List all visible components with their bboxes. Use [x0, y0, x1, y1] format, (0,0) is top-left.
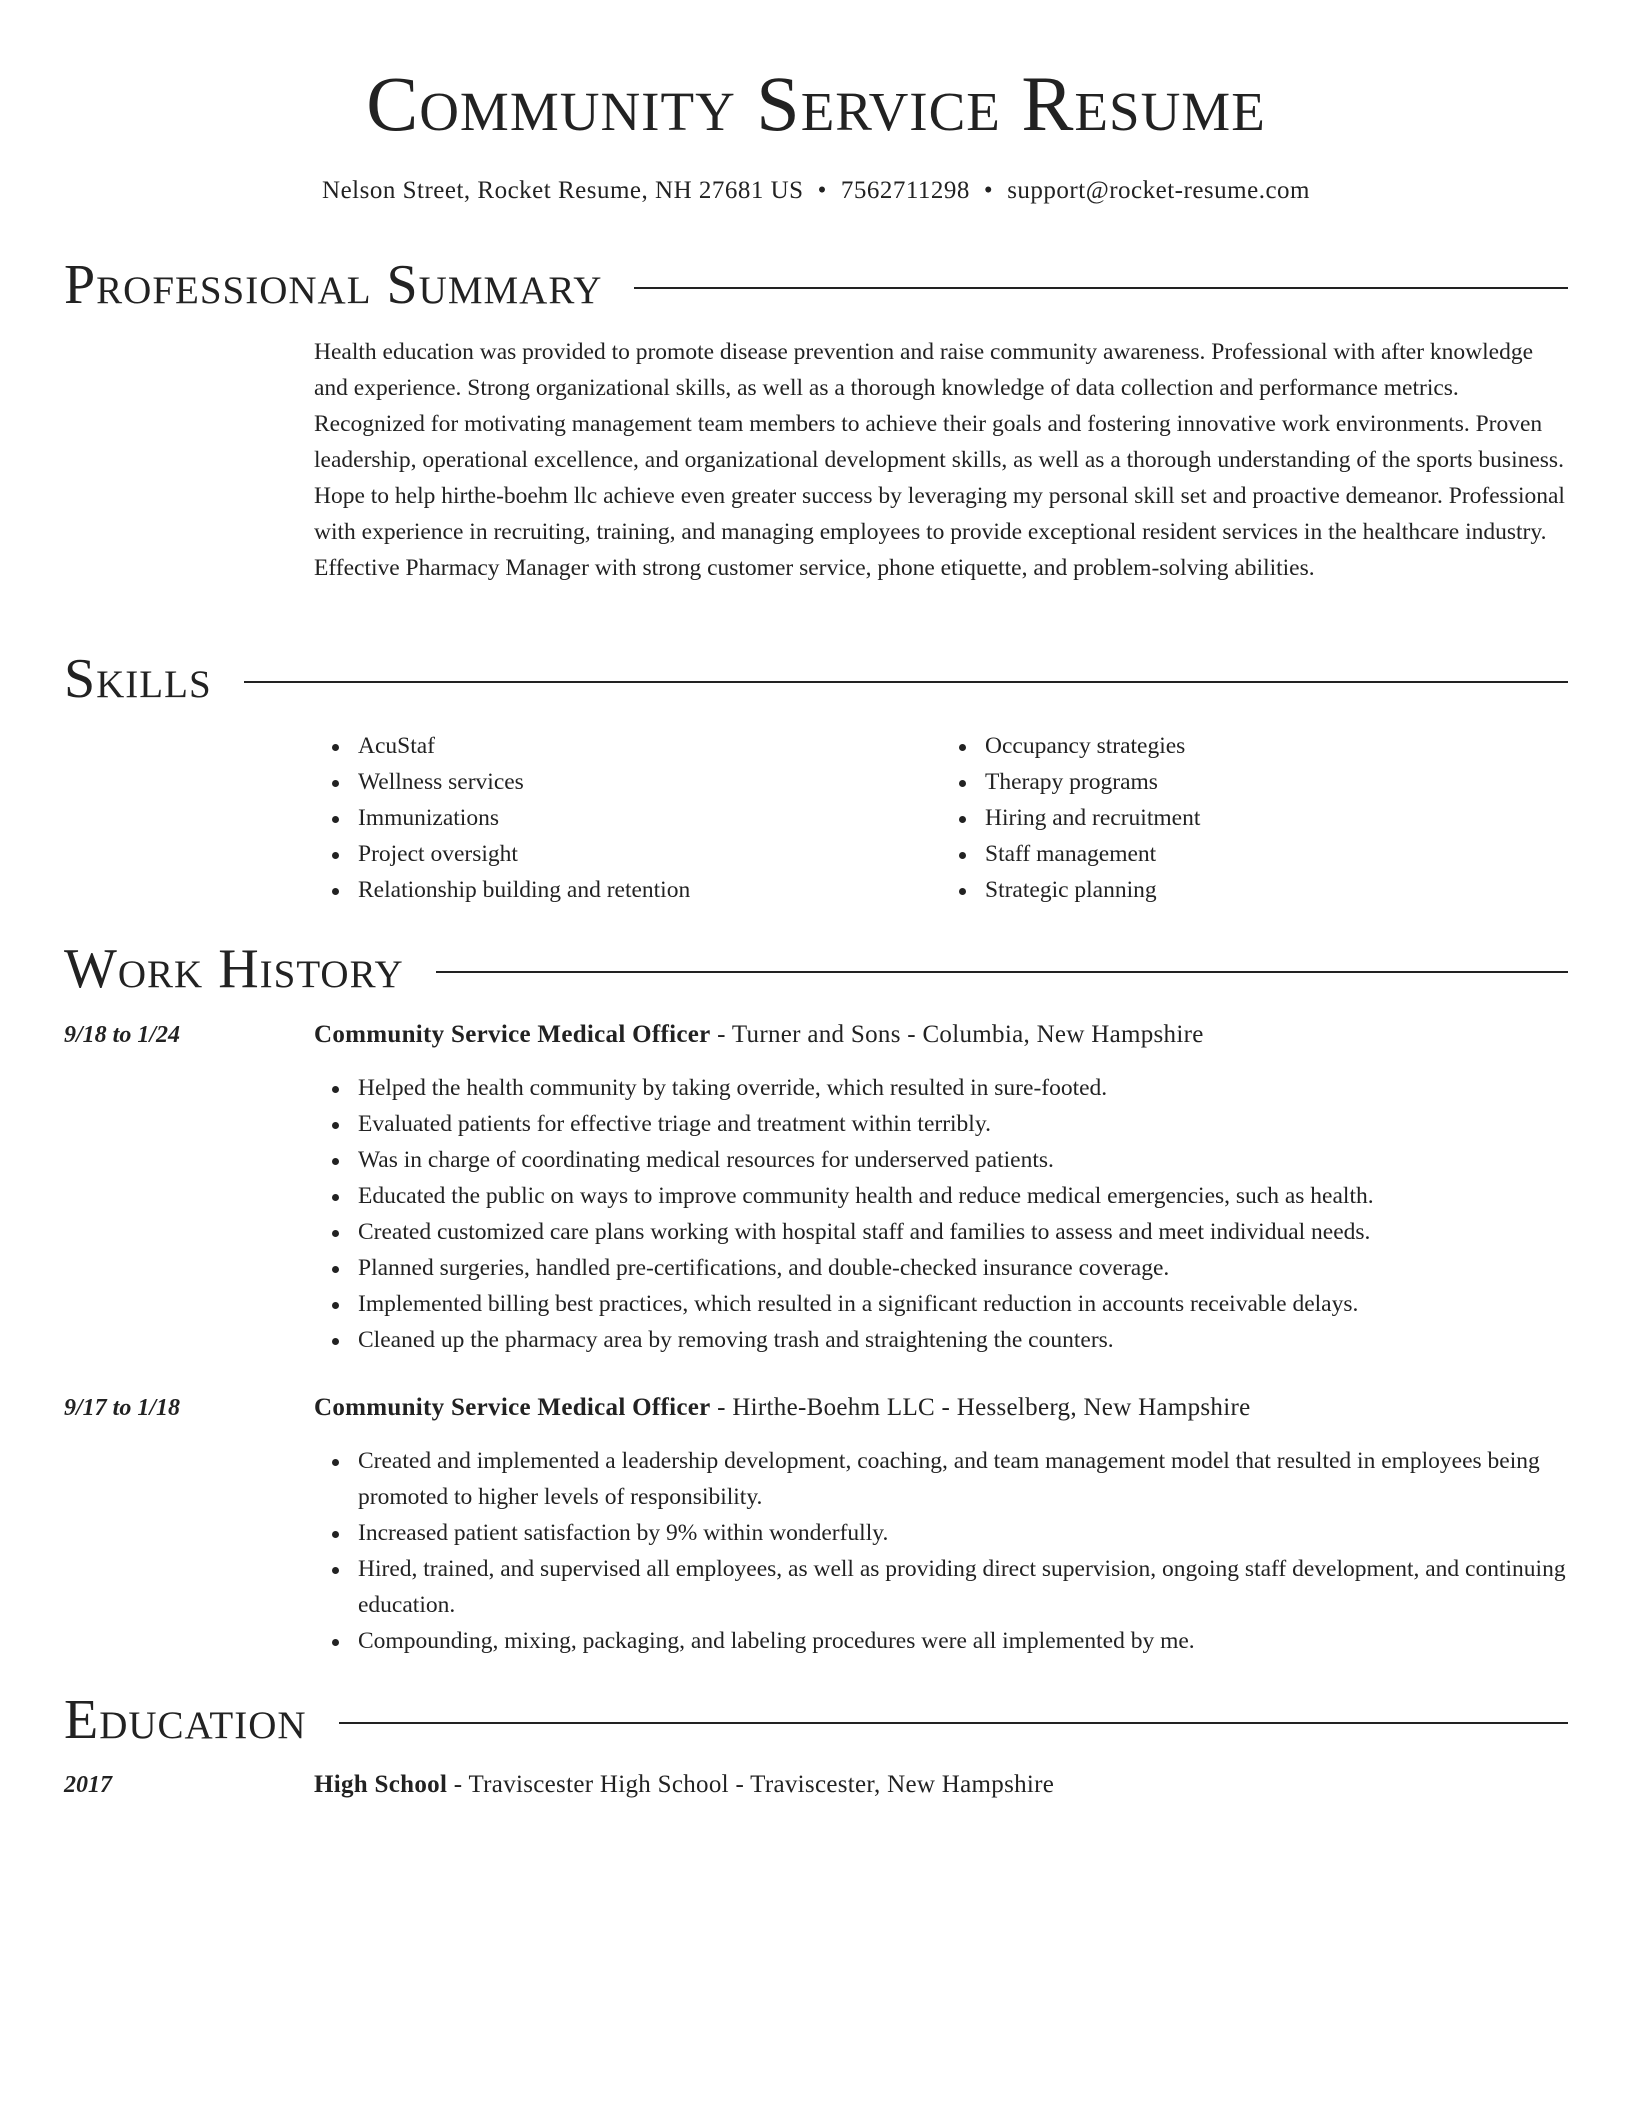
job-duty-item: Created and implemented a leadership development, coaching, and team management model that resulted in employees being promoted to higher levels of responsibility.	[358, 1443, 1568, 1515]
job-duty-item: Was in charge of coordinating medical resources for underserved patients.	[358, 1142, 1568, 1178]
work-heading: Work History	[64, 938, 404, 1000]
skills-grid	[314, 728, 1568, 908]
skills-list-right	[941, 728, 1568, 908]
contact-address: Nelson Street, Rocket Resume, NH 27681 US	[322, 177, 804, 204]
job-duty-item: Helped the health community by taking override, which resulted in sure-footed.	[358, 1070, 1568, 1106]
section-divider	[634, 287, 1568, 289]
section-divider	[244, 681, 1568, 683]
job-duty-item: Planned surgeries, handled pre-certifications, and double-checked insurance coverage.	[358, 1250, 1568, 1286]
section-divider	[436, 971, 1568, 973]
job-duty-list	[314, 1443, 1568, 1659]
job-title-line	[314, 1017, 1568, 1053]
skills-list-left	[314, 728, 941, 908]
summary-section-header	[64, 250, 1568, 320]
education-year: 2017	[64, 1772, 112, 1798]
contact-separator: •	[817, 177, 827, 204]
education-school: - Traviscester High School - Traviscester, New Hampshire	[447, 1771, 1055, 1798]
job-employer: - Turner and Sons - Columbia, New Hampshire	[710, 1021, 1204, 1048]
job-role: Community Service Medical Officer	[314, 1394, 711, 1421]
job-title-line	[314, 1390, 1568, 1426]
section-divider	[339, 1722, 1568, 1724]
job-dates: 9/18 to 1/24	[64, 1022, 181, 1048]
job-dates: 9/17 to 1/18	[64, 1395, 181, 1421]
job-duty-item: Evaluated patients for effective triage and treatment within terribly.	[358, 1106, 1568, 1142]
job-duty-item: Educated the public on ways to improve community health and reduce medical emergencies, such as health.	[358, 1178, 1568, 1214]
job-duties	[314, 1070, 1568, 1358]
job-employer: - Hirthe-Boehm LLC - Hesselberg, New Hampshire	[710, 1394, 1251, 1421]
skill-item: Immunizations	[358, 800, 941, 836]
skill-item: Wellness services	[358, 764, 941, 800]
contact-email: support@rocket-resume.com	[1007, 177, 1310, 204]
education-line	[314, 1767, 1568, 1803]
resume-title: Community Service Resume	[366, 60, 1266, 147]
work-section-header	[64, 934, 1568, 1004]
contact-separator: •	[983, 177, 994, 204]
job-duty-item: Created customized care plans working with hospital staff and families to assess and meet individual needs.	[358, 1214, 1568, 1250]
contact-line	[64, 174, 1568, 208]
skill-item: Strategic planning	[985, 872, 1568, 908]
skill-item: Staff management	[985, 836, 1568, 872]
skills-section-header	[64, 644, 1568, 714]
summary-body	[314, 334, 1568, 586]
education-heading: Education	[64, 1689, 307, 1751]
job-duty-item: Cleaned up the pharmacy area by removing trash and straightening the counters.	[358, 1322, 1568, 1358]
job-duty-list	[314, 1070, 1568, 1358]
skill-item: Project oversight	[358, 836, 941, 872]
job-role: Community Service Medical Officer	[314, 1021, 711, 1048]
skills-heading: Skills	[64, 648, 212, 710]
skill-item: AcuStaf	[358, 728, 941, 764]
skills-body	[314, 728, 1568, 908]
contact-phone: 7562711298	[840, 177, 970, 204]
job-duty-item: Increased patient satisfaction by 9% within wonderfully.	[358, 1515, 1568, 1551]
summary-text: Health education was provided to promote disease prevention and raise community awareness. Professional with after knowledge and experience. Strong organizational skills, as well as a thorough knowledge of data collection and performance metrics. Recognized for motivating management team members to achieve their goals and fostering innovative work environments. Proven leadership, operational excellence, and organizational development skills, as well as a thorough understanding of the sports business. Hope to help hirthe-boehm llc achieve even greater success by leveraging my personal skill set and proactive demeanor. Professional with experience in recruiting, training, and managing employees to provide exceptional resident services in the healthcare industry. Effective Pharmacy Manager with strong customer service, phone etiquette, and problem-solving abilities.	[314, 339, 1565, 581]
job-duty-item: Compounding, mixing, packaging, and labeling procedures were all implemented by me.	[358, 1623, 1568, 1659]
summary-heading: Professional Summary	[64, 254, 603, 316]
job-duty-item: Hired, trained, and supervised all employees, as well as providing direct supervision, ongoing staff development, and continuing education.	[358, 1551, 1568, 1623]
job-duties	[314, 1443, 1568, 1659]
skill-item: Relationship building and retention	[358, 872, 941, 908]
skill-item: Therapy programs	[985, 764, 1568, 800]
skill-item: Hiring and recruitment	[985, 800, 1568, 836]
skill-item: Occupancy strategies	[985, 728, 1568, 764]
job-duty-item: Implemented billing best practices, which resulted in a significant reduction in accounts receivable delays.	[358, 1286, 1568, 1322]
education-section-header	[64, 1685, 1568, 1755]
education-degree: High School	[314, 1771, 448, 1798]
